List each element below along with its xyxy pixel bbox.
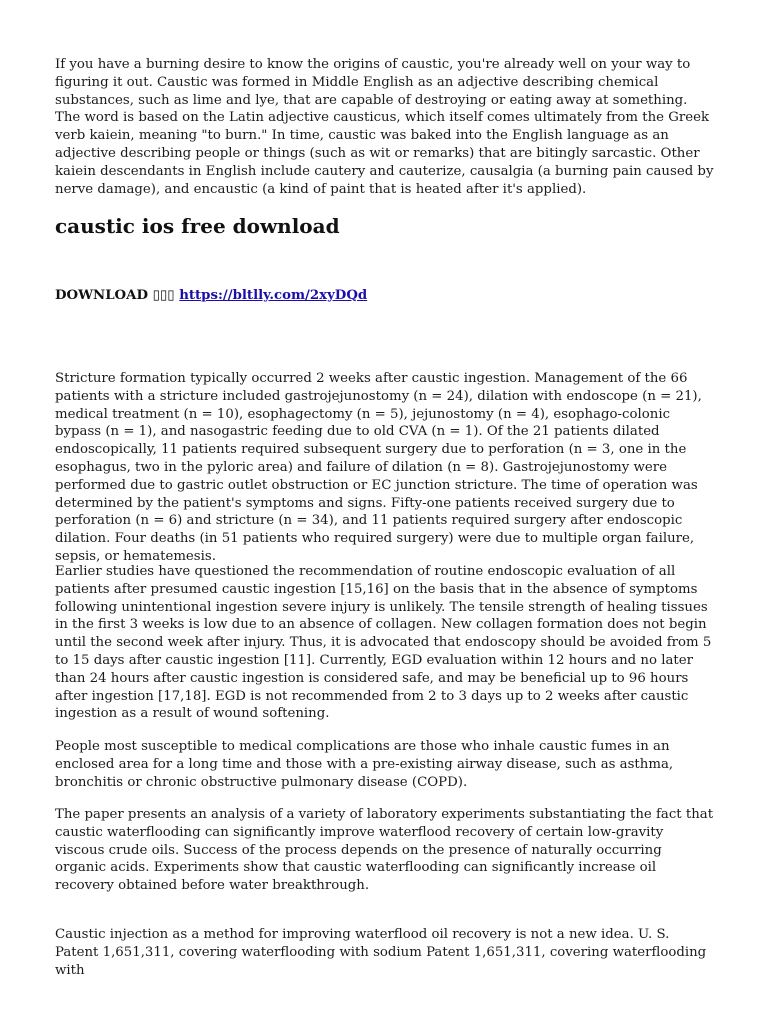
download-line: [55, 287, 367, 305]
download-glyphs: ▯▯▯: [152, 288, 175, 303]
paragraph-endoscopy: Earlier studies have questioned the recommendation of routine endoscopic evaluation of all patients after presumed caustic ingestion [15,16] on the basis that in the absence of symptoms following unintentional ingestion severe injury is unlikely. The tensile strength of healing tissues in the first 3 weeks is low due to an absence of collagen. New collagen formation does not begin until the second week after injury. Thus, it is advocated that endoscopy should be avoided from 5 to 15 days after caustic ingestion [11]. Currently, EGD evaluation within 12 hours and no later than 24 hours after caustic ingestion is considered safe, and may be beneficial up to 96 hours after ingestion [17,18]. EGD is not recommended from 2 to 3 days up to 2 weeks after caustic ingestion as a result of wound softening.: [55, 564, 712, 722]
paragraph-waterflooding: The paper presents an analysis of a variety of laboratory experiments substantiating the fact that caustic waterflooding can significantly improve waterflood recovery of certain low-gravity viscous crude oils. Success of the process depends on the presence of naturally occurring organic acids. Experiments show that caustic waterflooding can significantly increase oil recovery obtained before water breakthrough.: [55, 807, 714, 894]
download-label: DOWNLOAD: [55, 288, 148, 303]
paragraph-stricture: Stricture formation typically occurred 2 weeks after caustic ingestion. Management of the 66 patients with a stricture included gastrojejunostomy (n = 24), dilation with endoscope (n = 21), medical treatment (n = 10), esophagectomy (n = 5), jejunostomy (n = 4), esophago-colonic bypass (n = 1), and nasogastric feeding due to old CVA (n = 1). Of the 21 patients dilated endoscopically, 11 patients required subsequent surgery due to perforation (n = 3, one in the esophagus, two in the pyloric area) and failure of dilation (n = 8). Gastrojejunostomy were performed due to gastric outlet obstruction or EC junction stricture. The time of operation was determined by the patient's symptoms and signs. Fifty-one patients received surgery due to perforation (n = 6) and stricture (n = 34), and 11 patients required surgery after endoscopic dilation. Four deaths (in 51 patients who required surgery) were due to multiple organ failure, sepsis, or hematemesis.: [55, 371, 702, 564]
paragraph-susceptible: People most susceptible to medical complications are those who inhale caustic fumes in an enclosed area for a long time and those with a pre-existing airway disease, such as asthma, bronchitis or chronic obstructive pulmonary disease (COPD).: [55, 739, 674, 790]
page-heading: caustic ios free download: [55, 214, 340, 238]
paragraph-caustic-injection: Caustic injection as a method for improving waterflood oil recovery is not a new idea. U. S. Patent 1,651,311, covering waterflooding with sodium Patent 1,651,311, covering waterflooding with: [55, 927, 707, 978]
intro-paragraph: If you have a burning desire to know the origins of caustic, you're already well on your way to figuring it out. Caustic was formed in Middle English as an adjective describing chemical substances, such as lime and lye, that are capable of destroying or eating away at something. The word is based on the Latin adjective causticus, which itself comes ultimately from the Greek verb kaiein, meaning "to burn." In time, caustic was baked into the English language as an adjective describing people or things (such as wit or remarks) that are bitingly sarcastic. Other kaiein descendants in English include cautery and cauterize, causalgia (a burning pain caused by nerve damage), and encaustic (a kind of paint that is heated after it's applied).: [55, 57, 714, 197]
download-link[interactable]: https://bltlly.com/2xyDQd: [179, 288, 368, 303]
